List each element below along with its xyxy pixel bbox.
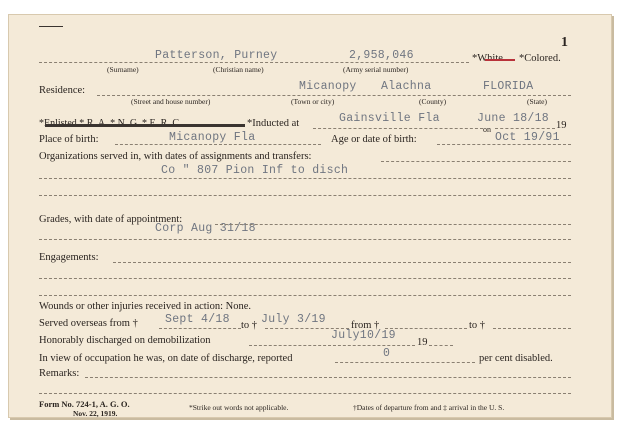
label-disabled: per cent disabled. bbox=[479, 353, 553, 364]
note-strike-out: *Strike out words not applicable. bbox=[189, 403, 289, 412]
soldier-name: Patterson, Purney bbox=[155, 49, 278, 62]
induction-year: 19 bbox=[556, 120, 567, 131]
label-organizations: Organizations served in, with dates of assignments and transfers: bbox=[39, 151, 312, 162]
overseas-from: Sept 4/18 bbox=[165, 313, 230, 326]
label-wounds: Wounds or other injuries received in action: None. bbox=[39, 301, 252, 312]
label-on: on bbox=[483, 125, 491, 134]
label-white: *White bbox=[472, 53, 503, 64]
grades-line-1 bbox=[215, 224, 571, 225]
birth-place: Micanopy Fla bbox=[169, 131, 256, 144]
engagements-line-3 bbox=[39, 295, 571, 296]
label-overseas-to2: to † bbox=[469, 320, 486, 331]
remarks-line-1 bbox=[85, 377, 571, 378]
white-strike bbox=[485, 59, 515, 61]
label-grades: Grades, with date of appointment: bbox=[39, 214, 183, 225]
label-overseas-to: to † bbox=[241, 320, 258, 331]
note-dates: †Dates of departure from and ‡ arrival in the U. S. bbox=[353, 403, 505, 412]
induction-date-line bbox=[495, 128, 555, 129]
grades-line-2 bbox=[39, 239, 571, 240]
residence-line bbox=[97, 95, 571, 96]
residence-town: Micanopy bbox=[299, 80, 357, 93]
birth-date: Oct 19/91 bbox=[495, 131, 560, 144]
label-christian: (Christian name) bbox=[213, 65, 264, 74]
label-town: (Town or city) bbox=[291, 97, 335, 106]
label-place-of-birth: Place of birth: bbox=[39, 134, 99, 145]
label-disability: In view of occupation he was, on date of discharge, reported bbox=[39, 353, 293, 364]
label-serial: (Army serial number) bbox=[343, 65, 409, 74]
label-overseas-from2: from † bbox=[351, 320, 380, 331]
label-colored: *Colored. bbox=[519, 53, 561, 64]
label-street: (Street and house number) bbox=[131, 97, 211, 106]
birth-place-line bbox=[115, 144, 321, 145]
name-line bbox=[39, 62, 469, 63]
label-inducted: *Inducted at bbox=[247, 118, 300, 129]
label-discharge: Honorably discharged on demobilization bbox=[39, 335, 211, 346]
overseas-to2-line bbox=[493, 328, 571, 329]
disability-value: 0 bbox=[383, 347, 391, 360]
org-line-2 bbox=[39, 178, 571, 179]
induction-place: Gainsville Fla bbox=[339, 112, 440, 125]
draft-record-card bbox=[8, 14, 612, 418]
remarks-line-2 bbox=[39, 393, 571, 394]
induction-line bbox=[313, 128, 483, 129]
label-age: Age or date of birth: bbox=[331, 134, 417, 145]
label-overseas: Served overseas from † bbox=[39, 318, 138, 329]
form-number: Form No. 724-1, A. G. O. bbox=[39, 399, 130, 409]
residence-county: Alachna bbox=[381, 80, 432, 93]
discharge-date: July10/19 bbox=[331, 329, 396, 342]
form-date: Nov. 22, 1919. bbox=[73, 409, 118, 418]
label-enlisted: *Enlisted * R. A. * N. G. * E. R. C. bbox=[39, 118, 182, 129]
overseas-from-line bbox=[159, 328, 241, 329]
label-remarks: Remarks: bbox=[39, 368, 80, 379]
birth-date-line bbox=[437, 144, 571, 145]
org-line-1 bbox=[381, 161, 571, 162]
discharge-line bbox=[249, 345, 415, 346]
org-line-3 bbox=[39, 195, 571, 196]
card-number: 1 bbox=[561, 35, 568, 50]
residence-state: FLORIDA bbox=[483, 80, 534, 93]
label-engagements: Engagements: bbox=[39, 252, 99, 263]
organizations-value: Co " 807 Pion Inf to disch bbox=[161, 164, 349, 177]
overseas-from2-line bbox=[385, 328, 467, 329]
engagements-line-2 bbox=[39, 278, 571, 279]
disability-line bbox=[335, 362, 475, 363]
label-county: (County) bbox=[419, 97, 447, 106]
discharge-year-line bbox=[429, 345, 453, 346]
induction-date: June 18/18 bbox=[477, 112, 550, 125]
enlisted-strike bbox=[45, 124, 245, 127]
engagements-line-1 bbox=[113, 262, 571, 263]
label-residence: Residence: bbox=[39, 85, 86, 96]
discharge-year: 19 bbox=[417, 337, 428, 348]
grades-value: Corp Aug 31/18 bbox=[155, 222, 256, 235]
label-surname: (Surname) bbox=[107, 65, 139, 74]
serial-number: 2,958,046 bbox=[349, 49, 414, 62]
label-state: (State) bbox=[527, 97, 547, 106]
overseas-to: July 3/19 bbox=[261, 313, 326, 326]
corner-dash bbox=[39, 26, 63, 27]
